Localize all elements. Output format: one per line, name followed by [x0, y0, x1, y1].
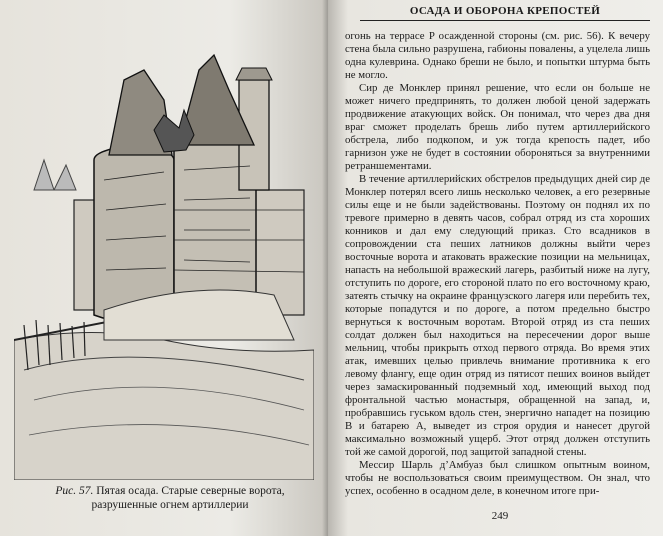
body-text [345, 30, 650, 498]
paragraph: огонь на террасе P осажденной стороны (см. рис. 56). К вечеру стена была сильно разрушена, габионы повалены, а уцелела лишь одна кулеврина. Однако бреши не было, и попытки штурма быть не могло. [345, 30, 650, 81]
paragraph: Мессир Шарль д’Амбуаз был слишком опытным воином, чтобы не воспользоваться своим преимуществом. Он знал, что успех, особенно в осадном деле, в конечном итоге при- [345, 459, 650, 497]
left-page [0, 0, 328, 536]
figure-caption-text: Пятая осада. Старые северные ворота, разрушенные огнем артиллерии [91, 485, 285, 511]
figure-caption [30, 484, 310, 512]
page-number: 249 [491, 510, 509, 522]
running-head: ОСАДА И ОБОРОНА КРЕПОСТЕЙ [360, 5, 650, 21]
paragraph: В течение артиллерийских обстрелов предыдущих дней сир де Монклер потерял всего лишь несколько человек, а его резервные силы еще и не были задействованы. Поэтому он поднял их по тревоге примерно в девять часов, собрал отряд из ста хороших конников и дал ему следующий приказ. Сто всадников в сопровождении ста пеших латников должны выйти через восточные ворота и атаковать вражеские позиции на мельницах, напасть на небольшой вражеский лагерь, разбитый ниже на лугу, отступить по дороге, его стороной плато по его восточному краю, затеять стычку на окраине французского лагеря или перебить тех, которые попадутся и по дороге, а потом предельно быстро вернуться к восточным воротам. Второй отряд из ста пеших солдат должен был находиться на пересечении дорог выше мельниц, чтобы прикрыть отход первого отряда. Во время этих атак, имевших целью привлечь внимание противника к его левому флангу, еще один отряд из пятисот пеших воинов выйдет через замаскированный подземный ход, имеющий выход под фронтальной частью монастыря, обращенной на запад, и, пробравшись гуськом вдоль стен, энергично нападет на позицию B и батарею A, выведет из строя орудия и нанесет другой максимально возможный ущерб. Этот отряд должен отступить той же самой дорогой, под защитой западной стены. [345, 173, 650, 458]
paragraph: Сир де Монклер принял решение, что если он больше не может ничего предпринять, то должен любой ценой задержать продвижение атакующих войск. Он понимал, что через два дня враг сможет проделать брешь либо путем артиллерийского обстрела, либо подкопом, и уж тогда крепость падет, ибо гарнизон уже не будет в состоянии обороняться за внутренними ретраншементами. [345, 82, 650, 172]
illustration-fortress-gate [14, 40, 314, 480]
figure-label: Рис. 57. [55, 485, 94, 497]
